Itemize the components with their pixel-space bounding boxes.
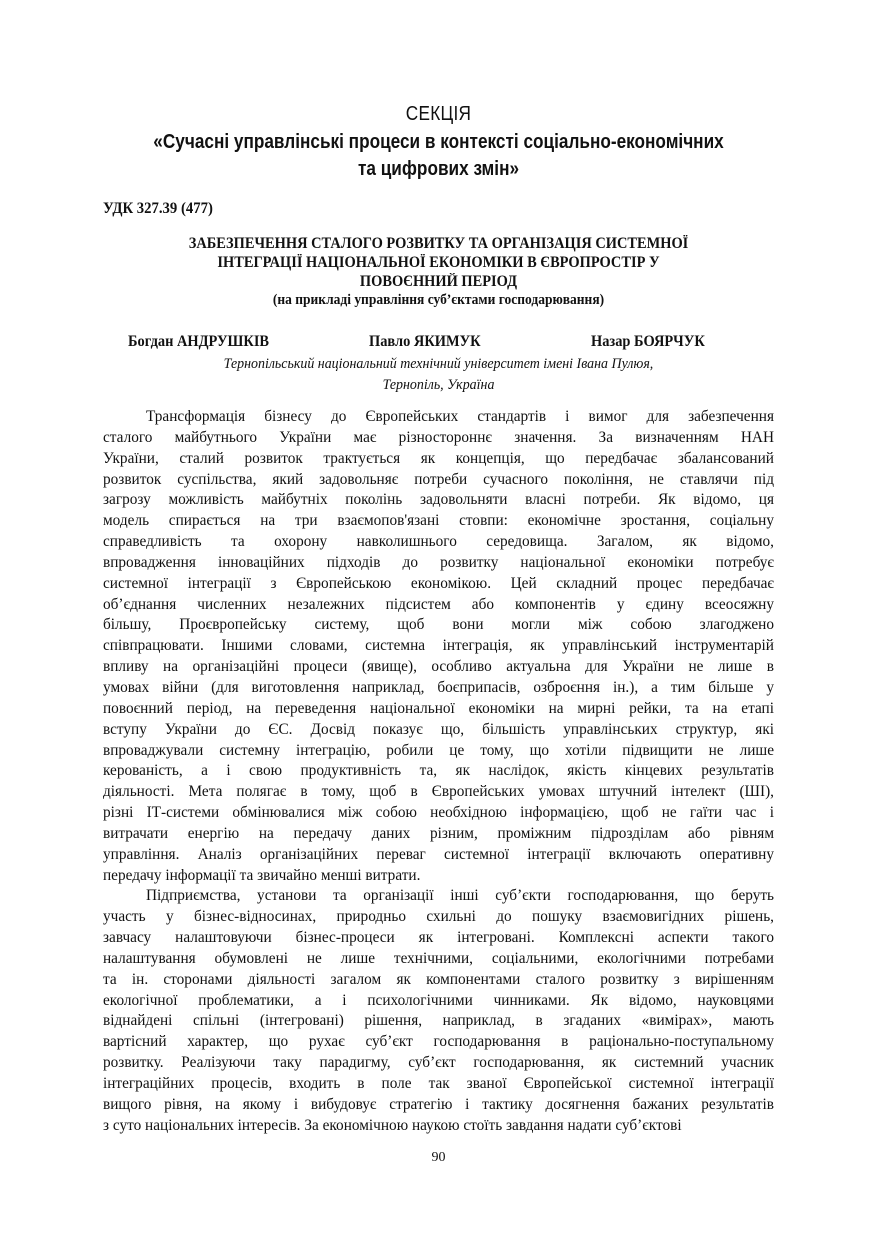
paragraph-line-text: впровадження інноваційних підходів до розвитку національної економіки потребує xyxy=(103,553,774,571)
paragraph-line xyxy=(103,1116,774,1137)
paragraph-line xyxy=(103,532,774,553)
paragraph-line xyxy=(103,824,774,845)
section-title-line: «Сучасні управлінські процеси в контексті соціально-економічних xyxy=(153,131,724,153)
paragraph-line xyxy=(103,991,774,1012)
paragraph-line xyxy=(103,678,774,699)
paragraph-line xyxy=(103,574,774,595)
paragraph-line-text: витрачати енергію на передачу даних різним, проміжним підрозділам або рівням xyxy=(103,824,774,842)
paragraph-line-text: умовах війни (для виготовлення наприклад, боєприпасів, озброєння ін.), а тим більше у xyxy=(103,678,774,696)
paragraph-line-text: вступу України до ЄС. Досвід показує що, більшість управлінських структур, які xyxy=(103,720,774,738)
paragraph-line-text: вартісний характер, що рухає суб’єкт господарювання в раціонально-поступальному xyxy=(103,1033,774,1051)
paragraph-line xyxy=(103,595,774,616)
section-label: СЕКЦІЯ xyxy=(405,103,472,125)
paragraph-line xyxy=(103,949,774,970)
paragraph-line-text: Трансформація бізнесу до Європейських стандартів і вимог для забезпечення xyxy=(146,408,774,425)
paragraph-line-text: сталого майбутнього України має різностороннє значення. За визначенням НАН xyxy=(103,428,774,446)
paragraph-line xyxy=(103,615,774,636)
paragraph-line xyxy=(103,490,774,511)
paragraph-line-text: передачу інформації та звичайно менші витрати. xyxy=(103,866,421,884)
paragraph-line-text: участь у бізнес-відносинах, природньо схильні до пошуку взаємовигідних рішень, xyxy=(103,908,774,926)
paragraph-line xyxy=(103,970,774,991)
author-list xyxy=(128,333,733,353)
paragraph-line xyxy=(103,928,774,949)
author-name: Павло ЯКИМУК xyxy=(369,333,481,350)
paragraph-line-text: об’єднання численних незалежних підсистем або компонентів у єдину всеосяжну xyxy=(103,595,774,613)
paragraph-line xyxy=(103,761,774,782)
paragraph-line-text: України, сталий розвиток трактується як концепція, що передбачає збалансований xyxy=(103,449,774,467)
paragraph-line xyxy=(103,407,774,428)
paragraph-line-text: керованість, а і свою продуктивність та, як наслідок, якість кінцевих результатів xyxy=(103,762,774,780)
paragraph-line xyxy=(103,1032,774,1053)
paragraph-line-text: Підприємства, установи та організації інші суб’єкти господарювання, що беруть xyxy=(146,887,774,905)
paragraph-line xyxy=(103,845,774,866)
paragraph-line-text: інтеграційних процесів, входить в поле так званої Європейської системної інтеграції xyxy=(103,1075,774,1092)
paragraph-line-text: системної інтеграції з Європейською економікою. Цей складний процес передбачає xyxy=(103,574,774,592)
affiliation-line: Тернопіль, Україна xyxy=(382,377,495,393)
paragraph-line xyxy=(103,782,774,803)
paragraph-line-text: співпрацювати. Іншими словами, системна інтеграція, як управлінський інструментарій xyxy=(103,637,774,655)
paragraph-line-text: вищого рівня, на якому і вибудовує стратегію і тактику досягнення бажаних результатів xyxy=(103,1095,774,1113)
paragraph-line-text: загрозу можливість майбутніх поколінь задовольняти власні потреби. Як відомо, ця xyxy=(103,491,774,509)
paragraph-line xyxy=(103,636,774,657)
paragraph-line-text: з суто національних інтересів. За економічною наукою стоїть завдання надати суб’єктові xyxy=(103,1116,682,1134)
paragraph-line xyxy=(103,1011,774,1032)
affiliation-line: Тернопільський національний технічний університет імені Івана Пулюя, xyxy=(223,356,654,372)
author-name: Богдан АНДРУШКІВ xyxy=(128,333,270,350)
affiliation xyxy=(60,354,817,396)
paragraph-line xyxy=(103,720,774,741)
page-number: 90 xyxy=(431,1150,446,1165)
paragraph-line xyxy=(103,866,774,887)
section-title xyxy=(113,129,764,183)
paragraph-line-text: модель спирається на три взаємопов'язані стовпи: економічне зростання, соціальну xyxy=(103,512,774,530)
paragraph-line xyxy=(103,428,774,449)
paragraph-line xyxy=(103,803,774,824)
paper-title-line: ПОВОЄННИЙ ПЕРІОД xyxy=(359,273,518,290)
paragraph-line xyxy=(103,886,774,907)
body-text xyxy=(103,407,774,1137)
paragraph-line-text: управління. Аналіз організаційних переваг системної інтеграції включають оперативну xyxy=(103,845,774,863)
paragraph-line xyxy=(103,449,774,470)
paragraph-line xyxy=(103,511,774,532)
author-name: Назар БОЯРЧУК xyxy=(591,333,705,350)
paper-subtitle: (на прикладі управління суб’єктами господарювання) xyxy=(272,292,605,308)
paragraph-line xyxy=(103,1053,774,1074)
paragraph-line-text: налаштування обумовлені не лише технічними, соціальними, екологічними потребами xyxy=(103,949,774,967)
paragraph-line-text: справедливість та охорону навколишнього середовища. Загалом, як відомо, xyxy=(103,533,774,551)
paragraph-line-text: більшу, Проєвропейську систему, щоб вони могли між собою злагоджено xyxy=(103,616,774,634)
paper-title-line: ЗАБЕЗПЕЧЕННЯ СТАЛОГО РОЗВИТКУ ТА ОРГАНІЗАЦІЯ СИСТЕМНОЇ xyxy=(188,235,689,252)
udk-code: УДК 327.39 (477) xyxy=(103,200,213,217)
paragraph-line xyxy=(103,907,774,928)
paragraph-line xyxy=(103,1074,774,1095)
paragraph-line-text: віднайдені спільні (інтегровані) рішення, наприклад, в згаданих «вимірах», мають xyxy=(103,1012,774,1030)
paragraph-line-text: діяльності. Мета полягає в тому, щоб в Європейських умовах штучний інтелект (ШІ), xyxy=(103,783,774,801)
paragraph-line-text: різні ІТ-системи обмінювалися між собою необхідною інформацією, щоб не гаїти час і xyxy=(103,804,774,822)
paragraph-line-text: розвитку. Реалізуючи таку парадигму, суб’єкт господарювання, як системний учасник xyxy=(103,1054,774,1072)
paragraph-line-text: розвиток суспільства, який задовольняє потреби сучасного покоління, не ставлячи під xyxy=(103,470,774,488)
paragraph-line xyxy=(103,553,774,574)
paragraph-line xyxy=(103,657,774,678)
paragraph-line-text: екологічної проблематики, а і психологічними чинниками. Як відомо, науковцями xyxy=(103,991,774,1009)
paper-title xyxy=(60,234,817,310)
paragraph-line xyxy=(103,1095,774,1116)
paragraph-line-text: повоєнний період, на переведення національної економіки на мирні рейки, та на етапі xyxy=(103,699,774,717)
paragraph-line-text: та ін. сторонами діяльності загалом як компонентами сталого розвитку з вирішенням xyxy=(103,970,774,988)
paragraph-line-text: завчасу налаштовуючи бізнес-процеси як інтегровані. Комплексні аспекти такого xyxy=(103,929,774,947)
paper-title-line: ІНТЕГРАЦІЇ НАЦІОНАЛЬНОЇ ЕКОНОМІКИ В ЄВРОПРОСТІР У xyxy=(217,254,660,271)
paragraph-line-text: впроваджували системну інтеграцію, робили це тому, що хотіли підвищити не лише xyxy=(103,741,774,759)
paragraph-line xyxy=(103,470,774,491)
section-title-line: та цифрових змін» xyxy=(357,158,520,180)
paragraph-line-text: впливу на організаційні процеси (явище), особливо актуальна для України не лише в xyxy=(103,658,774,676)
paragraph-line xyxy=(103,699,774,720)
paragraph-line xyxy=(103,741,774,762)
